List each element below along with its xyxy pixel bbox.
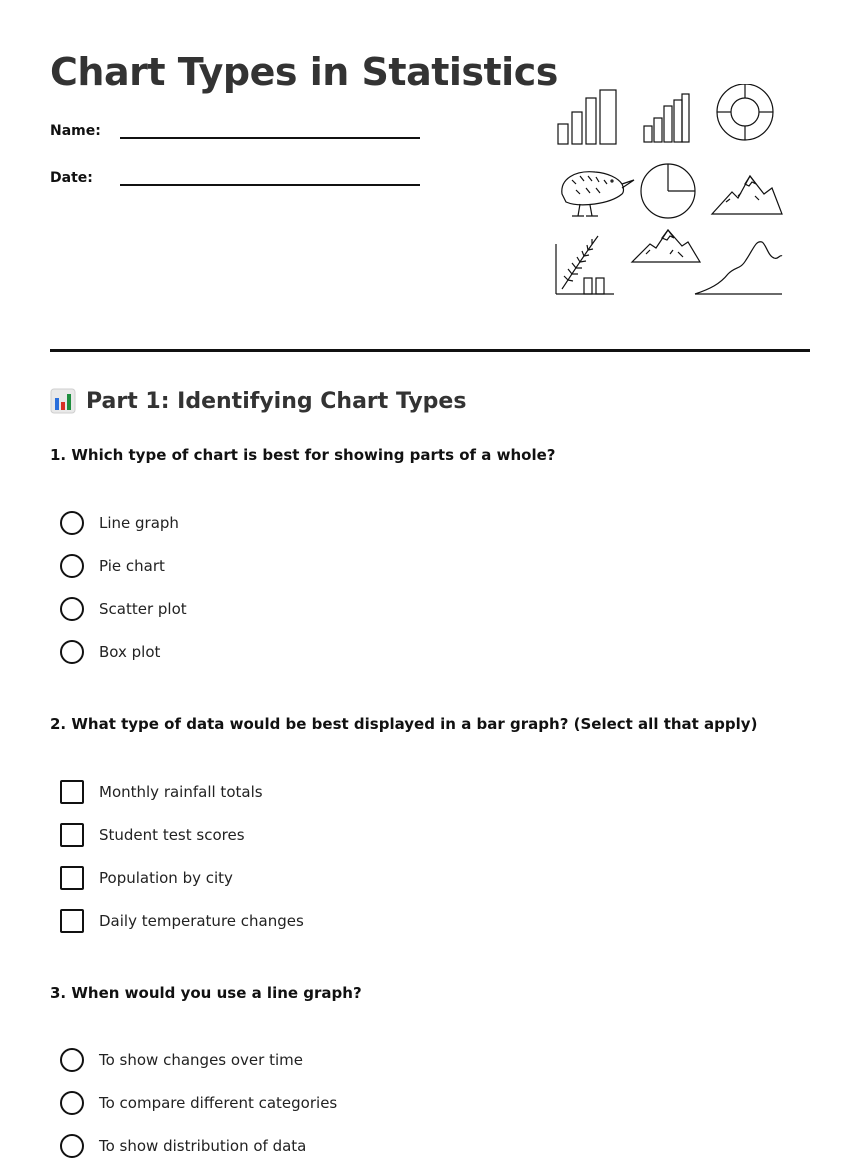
option-population-by-city[interactable]	[60, 866, 233, 890]
part-1-heading	[50, 388, 466, 414]
chart-illustrations	[550, 84, 790, 299]
option-label: Population by city	[99, 869, 233, 887]
part-1-heading-text: Part 1: Identifying Chart Types	[86, 388, 467, 414]
option-scatter-plot[interactable]	[60, 597, 187, 621]
option-daily-temperature[interactable]	[60, 909, 304, 933]
bar-chart-icon	[644, 94, 689, 142]
date-field	[50, 168, 420, 186]
radio-button[interactable]	[60, 1134, 84, 1158]
option-changes-over-time[interactable]	[60, 1048, 303, 1072]
radio-button[interactable]	[60, 640, 84, 664]
date-label: Date:	[50, 170, 93, 186]
kiwi-bird-icon	[562, 172, 634, 216]
option-student-test-scores[interactable]	[60, 823, 245, 847]
mountain-icon	[632, 230, 700, 262]
option-label: To show changes over time	[99, 1051, 303, 1069]
name-input-line[interactable]	[120, 121, 420, 139]
radio-button[interactable]	[60, 554, 84, 578]
option-label: Pie chart	[99, 557, 165, 575]
checkbox[interactable]	[60, 780, 84, 804]
pie-chart-icon	[641, 164, 695, 218]
option-line-graph[interactable]	[60, 511, 179, 535]
option-box-plot[interactable]	[60, 640, 160, 664]
question-1: 1. Which type of chart is best for showing parts of a whole?	[50, 446, 556, 464]
worksheet-title: Chart Types in Statistics	[50, 50, 558, 94]
option-distribution[interactable]	[60, 1134, 306, 1158]
name-label: Name:	[50, 123, 101, 139]
option-label: Scatter plot	[99, 600, 187, 618]
checkbox[interactable]	[60, 909, 84, 933]
bar-chart-icon	[558, 90, 616, 144]
radio-button[interactable]	[60, 511, 84, 535]
name-field	[50, 121, 420, 139]
question-3: 3. When would you use a line graph?	[50, 984, 362, 1002]
option-compare-categories[interactable]	[60, 1091, 337, 1115]
option-label: To show distribution of data	[99, 1137, 307, 1155]
checkbox[interactable]	[60, 866, 84, 890]
option-label: To compare different categories	[99, 1094, 338, 1112]
option-label: Student test scores	[99, 826, 245, 844]
checkbox[interactable]	[60, 823, 84, 847]
bar-chart-emoji-icon	[50, 388, 76, 414]
date-input-line[interactable]	[120, 168, 420, 186]
option-monthly-rainfall[interactable]	[60, 780, 263, 804]
option-pie-chart[interactable]	[60, 554, 165, 578]
option-label: Box plot	[99, 643, 161, 661]
option-label: Monthly rainfall totals	[99, 783, 263, 801]
radio-button[interactable]	[60, 1048, 84, 1072]
option-label: Daily temperature changes	[99, 912, 304, 930]
mountain-icon	[712, 176, 782, 214]
fern-bar-chart-icon	[556, 236, 614, 294]
donut-chart-icon	[717, 84, 773, 140]
line-graph-icon	[695, 242, 782, 294]
option-label: Line graph	[99, 514, 179, 532]
radio-button[interactable]	[60, 1091, 84, 1115]
radio-button[interactable]	[60, 597, 84, 621]
question-2: 2. What type of data would be best displayed in a bar graph? (Select all that apply)	[50, 715, 758, 733]
section-divider	[50, 349, 810, 352]
